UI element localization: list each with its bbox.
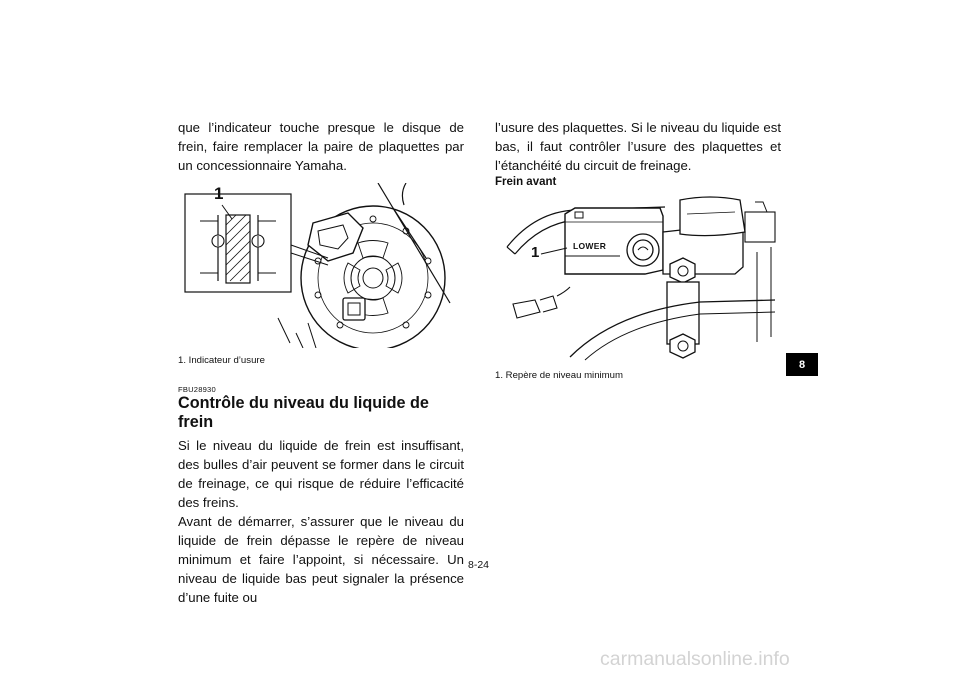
chapter-tab: 8 <box>786 353 818 376</box>
left-column <box>178 118 464 607</box>
right-column <box>495 118 781 381</box>
figure1-caption: 1. Indicateur d’usure <box>178 355 265 366</box>
continuation-text: l’usure des plaquettes. Si le niveau du liquide est bas, il faut contrôler l’usure des plaquettes et l’étanchéité du circuit de freinage. <box>495 120 781 173</box>
figure2-caption: 1. Repère de niveau minimum <box>495 370 623 381</box>
intro-text: que l’indicateur touche presque le disque de frein, faire remplacer la paire de plaquettes par un concessionnaire Yamaha. <box>178 120 464 173</box>
brake-reservoir-illustration <box>495 192 781 362</box>
brake-disc-illustration <box>178 183 464 348</box>
section-title: Contrôle du niveau du liquide de frein <box>178 394 429 431</box>
figure1-callout: 1 <box>214 184 224 203</box>
page-number: 8-24 <box>468 559 490 571</box>
figure2-callout: 1 <box>531 244 540 261</box>
watermark-text: carmanualsonline.info <box>600 648 790 670</box>
paragraph-1: Si le niveau du liquide de frein est insuffisant, des bulles d’air peuvent se former dans le circuit de freinage, ce qui risque de réduire l’efficacité des freins. <box>178 438 464 510</box>
brake-disc-figure <box>178 183 464 348</box>
subheading-front-brake: Frein avant <box>495 176 557 188</box>
section-code: FBU28930 <box>178 385 216 394</box>
brake-reservoir-figure <box>495 192 781 362</box>
lower-level-mark: LOWER <box>573 241 607 251</box>
paragraph-2: Avant de démarrer, s’assurer que le niveau du liquide de frein dépasse le repère de niveau minimum et faire l’appoint, si nécessaire. Un niveau de liquide bas peut signaler la présence d’une fuite ou <box>178 514 464 605</box>
